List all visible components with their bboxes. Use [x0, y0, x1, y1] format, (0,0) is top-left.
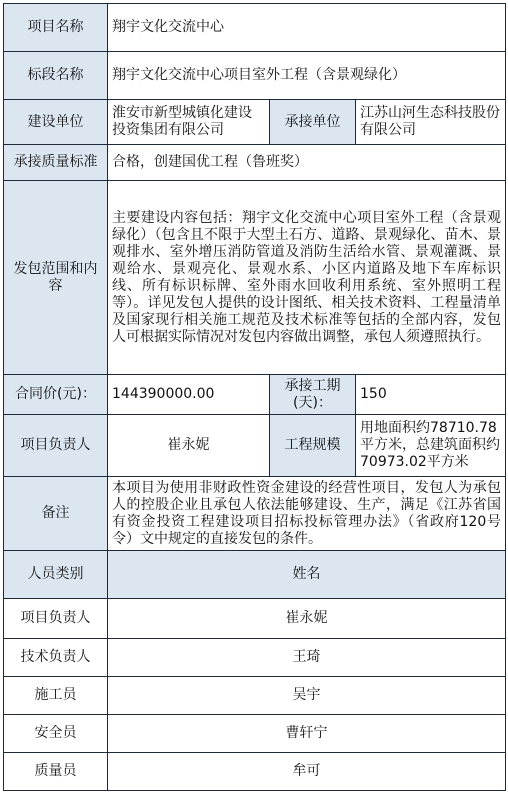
project-info-table — [3, 3, 506, 791]
remark-label: 备注 — [4, 477, 108, 551]
personnel-name: 牟可 — [108, 753, 506, 791]
scope-value: 主要建设内容包括：翔宇文化交流中心项目室外工程（含景观绿化）（包含且不限于大型土石方、道路、景观绿化、苗木、景观排水、室外增压消防管道及消防生活给水管、景观灌溉、景观给水、景观亮化、景观水系、小区内道路及地下车库标识线、所有标识标牌、室外雨水回收利用系统、室外照明工程等）。详见发包人提供的设计图纸、相关技术资料、工程量清单及国家现行相关施工规范及技术标准等包括的全部内容，发包人可根据实际情况对发包内容做出调整，承包人须遵照执行。 — [108, 181, 506, 375]
personnel-row — [4, 677, 506, 715]
row-project-name — [4, 4, 506, 52]
manager-value: 崔永妮 — [108, 415, 270, 477]
section-name-label: 标段名称 — [4, 52, 108, 100]
row-scope — [4, 181, 506, 375]
builder-value: 淮安市新型城镇化建设投资集团有限公司 — [108, 100, 270, 145]
contract-price-value: 144390000.00 — [108, 375, 270, 415]
builder-label: 建设单位 — [4, 100, 108, 145]
duration-label: 承接工期(天)： — [270, 375, 356, 415]
duration-value: 150 — [356, 375, 506, 415]
row-builder-contractor — [4, 100, 506, 145]
row-section-name — [4, 52, 506, 100]
personnel-name-header: 姓名 — [108, 551, 506, 599]
project-name-value: 翔宇文化交流中心 — [108, 4, 506, 52]
scope-label: 发包范围和内容 — [4, 181, 108, 375]
contractor-value: 江苏山河生态科技股份有限公司 — [356, 100, 506, 145]
row-manager-scale — [4, 415, 506, 477]
project-name-label: 项目名称 — [4, 4, 108, 52]
personnel-row — [4, 599, 506, 639]
personnel-name: 王琦 — [108, 639, 506, 677]
personnel-name: 吴宇 — [108, 677, 506, 715]
scale-value: 用地面积约78710.78平方米，总建筑面积约70973.02平方米 — [356, 415, 506, 477]
personnel-role: 项目负责人 — [4, 599, 108, 639]
personnel-row — [4, 753, 506, 791]
personnel-role: 质量员 — [4, 753, 108, 791]
quality-value: 合格，创建国优工程（鲁班奖） — [108, 145, 506, 181]
personnel-role: 安全员 — [4, 715, 108, 753]
manager-label: 项目负责人 — [4, 415, 108, 477]
scale-label: 工程规模 — [270, 415, 356, 477]
personnel-header-row — [4, 551, 506, 599]
row-price-duration — [4, 375, 506, 415]
contractor-label: 承接单位 — [270, 100, 356, 145]
remark-value: 本项目为使用非财政性资金建设的经营性项目，发包人为承包人的控股企业且承包人依法能够建设、生产，满足《江苏省国有资金投资工程建设项目招标投标管理办法》（省政府120号令）文中规定的直接发包的条件。 — [108, 477, 506, 551]
quality-label: 承接质量标准 — [4, 145, 108, 181]
personnel-name: 曹轩宁 — [108, 715, 506, 753]
row-quality — [4, 145, 506, 181]
section-name-value: 翔宇文化交流中心项目室外工程（含景观绿化） — [108, 52, 506, 100]
personnel-name: 崔永妮 — [108, 599, 506, 639]
personnel-role: 施工员 — [4, 677, 108, 715]
personnel-row — [4, 639, 506, 677]
personnel-category-header: 人员类别 — [4, 551, 108, 599]
personnel-row — [4, 715, 506, 753]
personnel-role: 技术负责人 — [4, 639, 108, 677]
row-remark — [4, 477, 506, 551]
contract-price-label: 合同价(元)： — [4, 375, 108, 415]
